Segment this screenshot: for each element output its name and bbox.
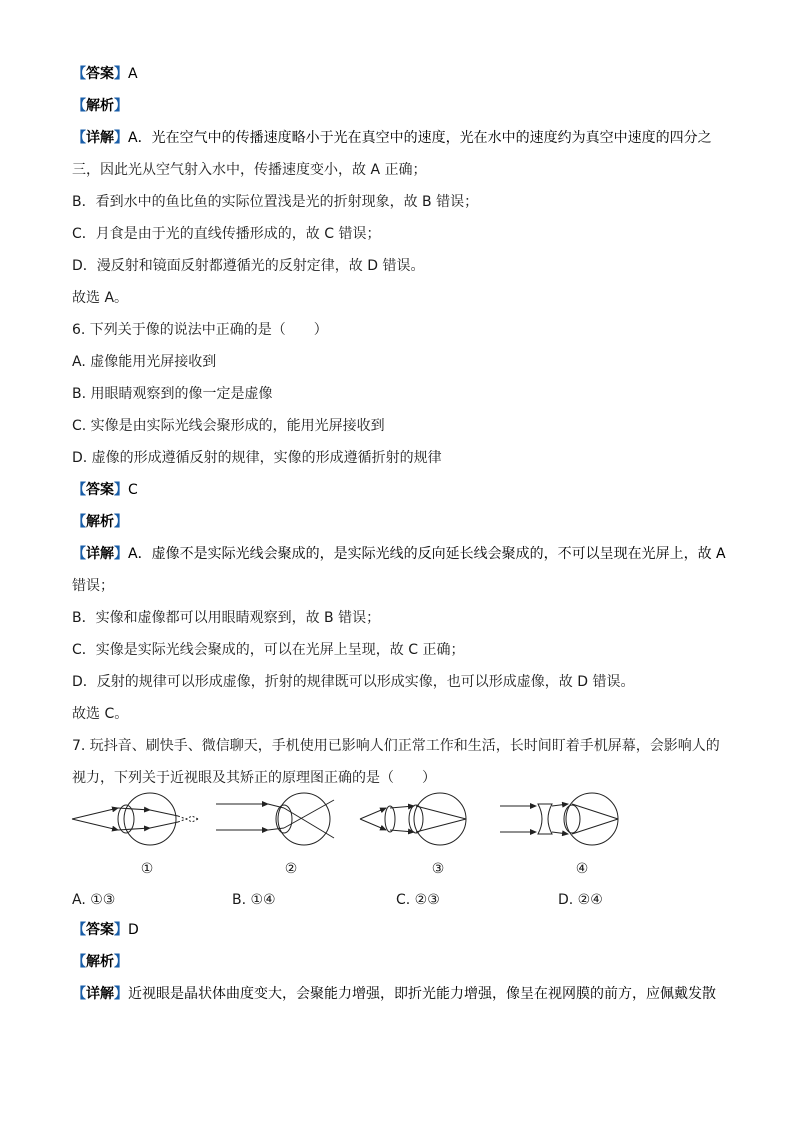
q6-detail-a-line1: 【详解】A．虚像不是实际光线会聚成的，是实际光线的反向延长线会聚成的，不可以呈现在光屏上，故 A bbox=[72, 546, 726, 562]
eye-diagrams-figure bbox=[60, 792, 660, 858]
q7-detail-line1: 【详解】近视眼是晶状体曲度变大，会聚能力增强，即折光能力增强，像呈在视网膜的前方，应佩戴发散 bbox=[72, 986, 716, 1002]
q6-answer-value: C bbox=[128, 482, 138, 498]
figure-label-4: ④ bbox=[575, 861, 589, 877]
q5-answer-value: A bbox=[128, 66, 138, 82]
q7-answer-line: 【答案】D bbox=[72, 922, 139, 938]
q7-detail-text1: 近视眼是晶状体曲度变大，会聚能力增强，即折光能力增强，像呈在视网膜的前方，应佩戴发散 bbox=[128, 986, 716, 1002]
eye-diagram-2 bbox=[216, 793, 334, 845]
q6-option-a: A. 虚像能用光屏接收到 bbox=[72, 354, 217, 370]
q7-stem-line1: 7. 玩抖音、刷快手、微信聊天，手机使用已影响人们正常工作和生活，长时间盯着手机屏幕，会影响人的 bbox=[72, 738, 720, 754]
q5-conclusion: 故选 A。 bbox=[72, 290, 129, 306]
q6-detail-label: 详解 bbox=[86, 546, 114, 562]
q6-detail-a-text1: A．虚像不是实际光线会聚成的，是实际光线的反向延长线会聚成的，不可以呈现在光屏上，故 A bbox=[128, 546, 726, 562]
q7-answer-value: D bbox=[128, 922, 139, 938]
q5-detail-c: C．月食是由于光的直线传播形成的，故 C 错误； bbox=[72, 226, 381, 242]
q5-detail-a-text1: A．光在空气中的传播速度略小于光在真空中的速度，光在水中的速度约为真空中速度的四分之 bbox=[128, 130, 712, 146]
q6-conclusion: 故选 C。 bbox=[72, 706, 129, 722]
q5-answer-line: 【答案】A bbox=[72, 66, 138, 82]
q5-detail-b: B．看到水中的鱼比鱼的实际位置浅是光的折射现象，故 B 错误； bbox=[72, 194, 479, 210]
q6-analysis-line: 【解析】 bbox=[72, 514, 128, 530]
q7-analysis-line: 【解析】 bbox=[72, 954, 128, 970]
q6-detail-d: D．反射的规律可以形成虚像，折射的规律既可以形成实像，也可以形成虚像，故 D 错误。 bbox=[72, 674, 635, 690]
q5-detail-a-line2: 三，因此光从空气射入水中，传播速度变小，故 A 正确； bbox=[72, 162, 427, 178]
q6-analysis-label: 解析 bbox=[86, 514, 114, 530]
q6-answer-label: 答案 bbox=[86, 482, 114, 498]
q6-stem: 6. 下列关于像的说法中正确的是（ ） bbox=[72, 322, 328, 338]
q7-option-c: C. ②③ bbox=[396, 892, 440, 908]
q5-analysis-line: 【解析】 bbox=[72, 98, 128, 114]
q7-stem-line2: 视力，下列关于近视眼及其矫正的原理图正确的是（ ） bbox=[72, 770, 436, 786]
q6-option-b: B. 用眼睛观察到的像一定是虚像 bbox=[72, 386, 273, 402]
q6-detail-b: B．实像和虚像都可以用眼睛观察到，故 B 错误； bbox=[72, 610, 381, 626]
q5-detail-d: D．漫反射和镜面反射都遵循光的反射定律，故 D 错误。 bbox=[72, 258, 425, 274]
q5-answer-label: 答案 bbox=[86, 66, 114, 82]
q5-detail-label: 详解 bbox=[86, 130, 114, 146]
q5-detail-a-line1: 【详解】A．光在空气中的传播速度略小于光在真空中的速度，光在水中的速度约为真空中速度的四分之 bbox=[72, 130, 712, 146]
q6-detail-c: C．实像是实际光线会聚成的，可以在光屏上呈现，故 C 正确； bbox=[72, 642, 465, 658]
figure-label-2: ② bbox=[284, 861, 298, 877]
q7-detail-label: 详解 bbox=[86, 986, 114, 1002]
q7-option-b: B. ①④ bbox=[232, 892, 276, 908]
q7-option-a: A. ①③ bbox=[72, 892, 116, 908]
q7-option-d: D. ②④ bbox=[558, 892, 603, 908]
q6-detail-a-line2: 错误； bbox=[72, 578, 114, 594]
eye-diagram-4 bbox=[500, 793, 618, 845]
q7-analysis-label: 解析 bbox=[86, 954, 114, 970]
q6-option-d: D. 虚像的形成遵循反射的规律，实像的形成遵循折射的规律 bbox=[72, 450, 442, 466]
q6-answer-line: 【答案】C bbox=[72, 482, 138, 498]
figure-label-3: ③ bbox=[431, 861, 445, 877]
q5-analysis-label: 解析 bbox=[86, 98, 114, 114]
q6-option-c: C. 实像是由实际光线会聚形成的，能用光屏接收到 bbox=[72, 418, 385, 434]
figure-label-1: ① bbox=[140, 861, 154, 877]
eye-diagram-3 bbox=[360, 793, 466, 845]
eye-diagram-1 bbox=[72, 793, 198, 845]
q7-answer-label: 答案 bbox=[86, 922, 114, 938]
